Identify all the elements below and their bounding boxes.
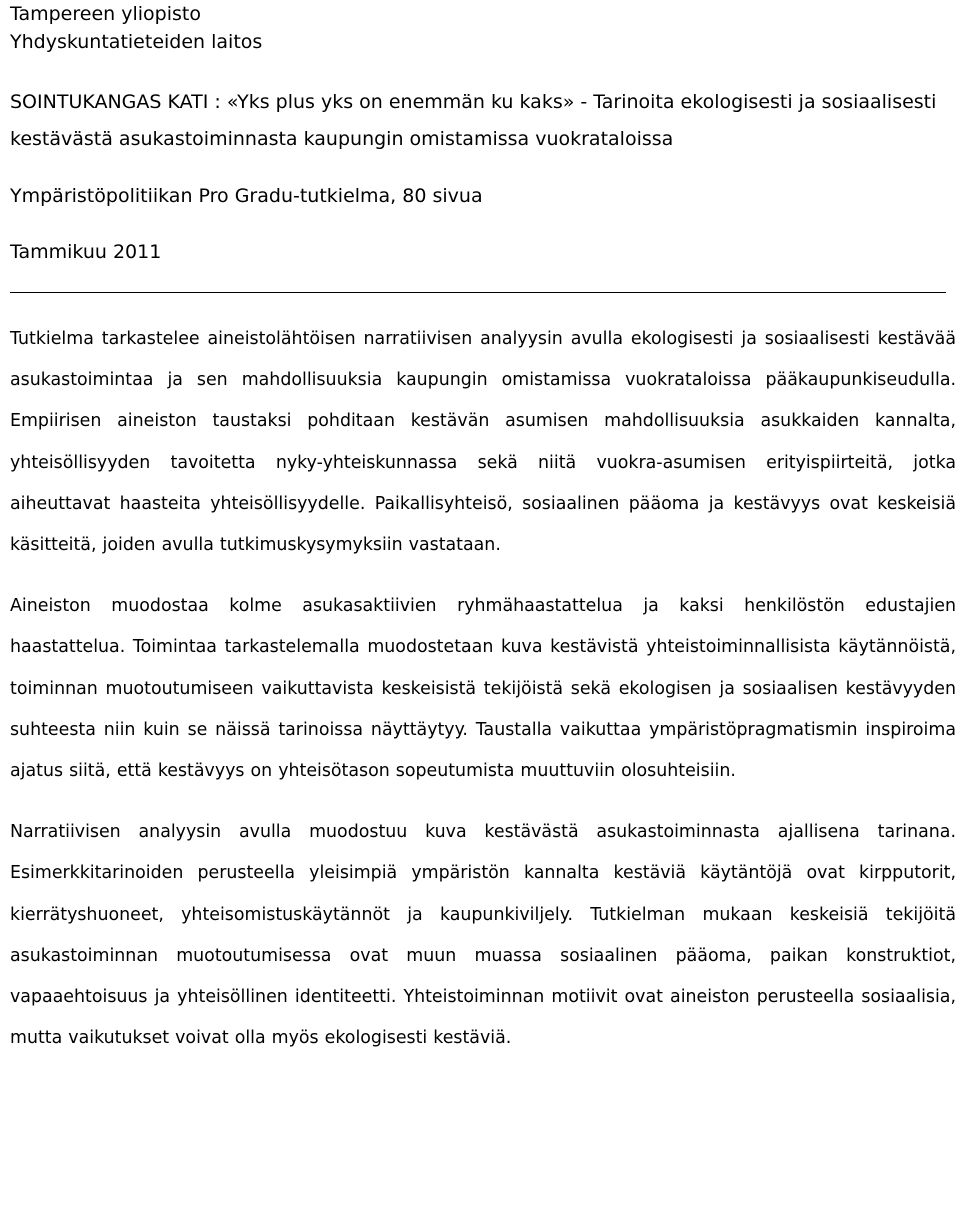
thesis-date: Tammikuu 2011 [10,241,162,263]
document-page [10,0,956,1059]
abstract-paragraph: Tutkielma tarkastelee aineistolähtöisen narratiivisen analyysin avulla ekologisesti ja sosiaalisesti kestävää asukastoimintaa ja sen mahdollisuuksia kaupungin omistamissa vuokrataloissa pääkaupunkiseudulla. Empiirisen aineiston taustaksi pohditaan kestävän asumisen mahdollisuuksia asukkaiden kannalta, yhteisöllisyyden tavoitetta nyky-yhteiskunnassa sekä niitä vuokra-asumisen erityispiirteitä, jotka aiheuttavat haasteita yhteisöllisyydelle. Paikallisyhteisö, sosiaalinen pääoma ja kestävyys ovat keskeisiä käsitteitä, joiden avulla tutkimuskysymyksiin vastataan. [10,329,956,556]
document-header [10,0,956,56]
divider-rule [10,292,946,293]
thesis-type: Ympäristöpolitiikan Pro Gradu-tutkielma, 80 sivua [10,185,483,207]
department-name: Yhdyskuntatieteiden laitos [10,31,263,53]
abstract-paragraph: Aineiston muodostaa kolme asukasaktiivien ryhmähaastattelua ja kaksi henkilöstön edustajien haastattelua. Toimintaa tarkastelemalla muodostetaan kuva kestävistä yhteistoiminnallisista käytännöistä, toiminnan muotoutumiseen vaikuttavista keskeisistä tekijöistä sekä ekologisen ja sosiaalisen kestävyyden suhteesta niin kuin se näissä tarinoissa näyttäytyy. Taustalla vaikuttaa ympäristöpragmatismin inspiroima ajatus siitä, että kestävyys on yhteisötason sopeutumista muuttuviin olosuhteisiin. [10,596,956,782]
thesis-title: SOINTUKANGAS KATI : «Yks plus yks on enemmän ku kaks» - Tarinoita ekologisesti ja sosiaalisesti kestävästä asukastoiminnasta kaupungin omistamissa vuokrataloissa [10,91,937,150]
abstract-paragraph: Narratiivisen analyysin avulla muodostuu kuva kestävästä asukastoiminnasta ajallisena tarinana. Esimerkkitarinoiden perusteella yleisimpiä ympäristön kannalta kestäviä käytäntöjä ovat kirpputorit, kierrätyshuoneet, yhteisomistuskäytännöt ja kaupunkiviljely. Tutkielman mukaan keskeisiä tekijöitä asukastoiminnan muotoutumisessa ovat muun muassa sosiaalinen pääoma, paikan konstruktiot, vapaaehtoisuus ja yhteisöllinen identiteetti. Yhteistoiminnan motiivit ovat aineiston perusteella sosiaalisia, mutta vaikutukset voivat olla myös ekologisesti kestäviä. [10,822,956,1049]
university-name: Tampereen yliopisto [10,3,201,25]
abstract [10,319,956,1059]
